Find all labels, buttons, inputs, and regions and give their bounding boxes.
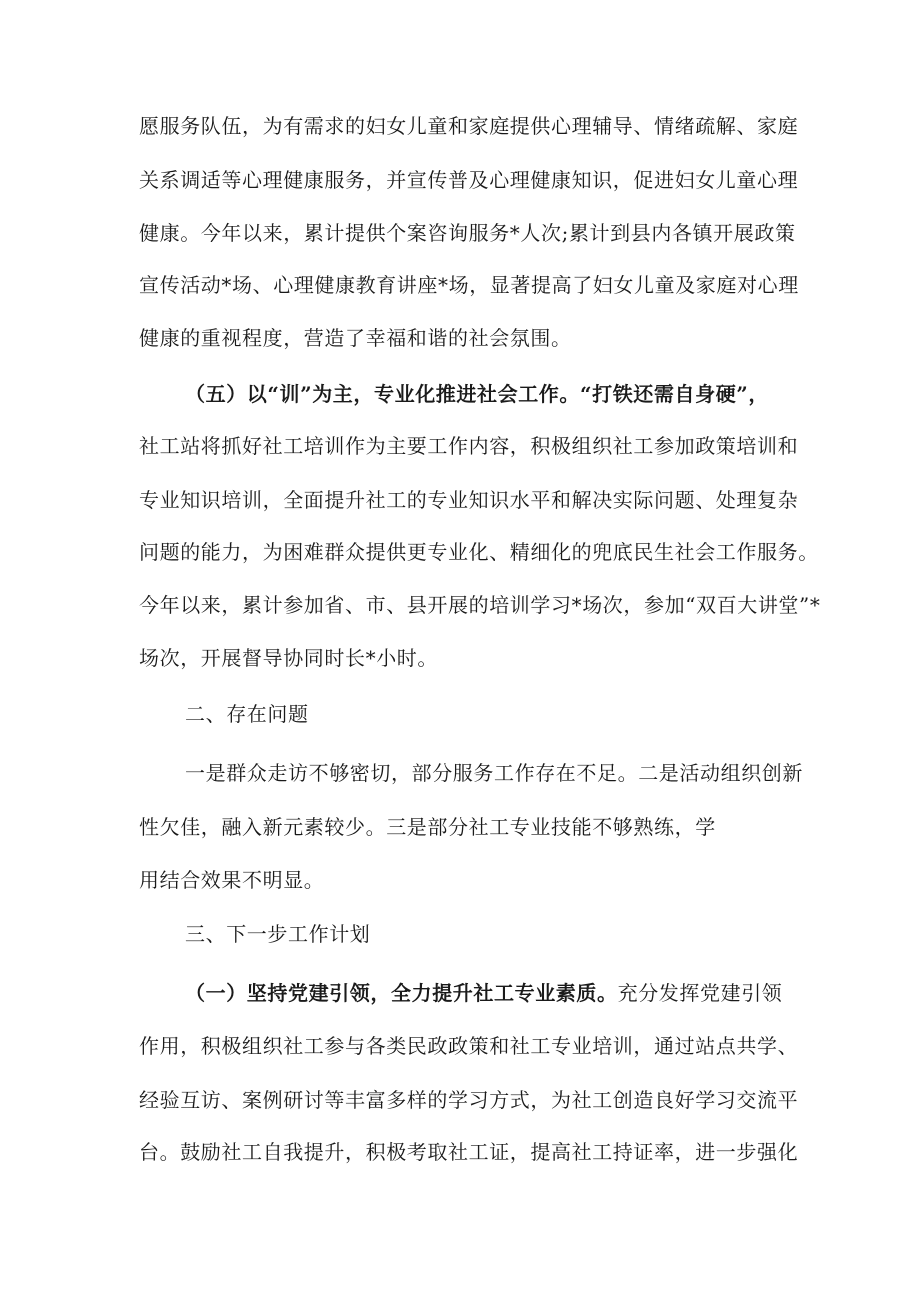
body-line: 用结合效果不明显。 [139, 868, 325, 892]
body-line: 台。鼓励社工自我提升，积极考取社工证，提高社工持证率，进一步强化 [139, 1140, 799, 1164]
body-line: 专业知识培训，全面提升社工的专业知识水平和解决实际问题、处理复杂 [139, 488, 799, 512]
section-heading: （五）以“训”为主，专业化推进社会工作。“打铁还需自身硬”， [185, 382, 770, 406]
body-line: 作用，积极组织社工参与各类民政政策和社工专业培训，通过站点共学、 [139, 1034, 799, 1058]
body-line: 问题的能力，为困难群众提供更专业化、精细化的兜底民生社会工作服务。 [139, 540, 819, 564]
body-line: 愿服务队伍，为有需求的妇女儿童和家庭提供心理辅导、情绪疏解、家庭 [139, 114, 799, 138]
body-line: 一是群众走访不够密切，部分服务工作存在不足。二是活动组织创新 [185, 761, 803, 785]
body-line: 健康的重视程度，营造了幸福和谐的社会氛围。 [139, 326, 572, 350]
body-line: 关系调适等心理健康服务，并宣传普及心理健康知识，促进妇女儿童心理 [139, 168, 799, 192]
body-line: 健康。今年以来，累计提供个案咨询服务*人次;累计到县内各镇开展政策 [139, 221, 796, 245]
body-line: 经验互访、案例研讨等丰富多样的学习方式，为社工创造良好学习交流平 [139, 1088, 799, 1112]
subsection-heading: （一）坚持党建引领，全力提升社工专业素质。 [185, 981, 618, 1005]
body-line: 宣传活动*场、心理健康教育讲座*场，显著提高了妇女儿童及家庭对心理 [139, 273, 799, 297]
section-heading: 三、下一步工作计划 [185, 922, 371, 946]
body-line: 性欠佳，融入新元素较少。三是部分社工专业技能不够熟练，学 [139, 815, 716, 839]
body-line: 社工站将抓好社工培训作为主要工作内容，积极组织社工参加政策培训和 [139, 434, 799, 458]
body-line: 今年以来，累计参加省、市、县开展的培训学习*场次，参加“双百大讲堂”* [139, 593, 821, 617]
subsection-line [185, 979, 782, 1007]
body-line: 场次，开展督导协同时长*小时。 [139, 646, 438, 670]
subsection-text: 充分发挥党建引领 [617, 981, 783, 1005]
section-heading: 二、存在问题 [185, 702, 309, 726]
